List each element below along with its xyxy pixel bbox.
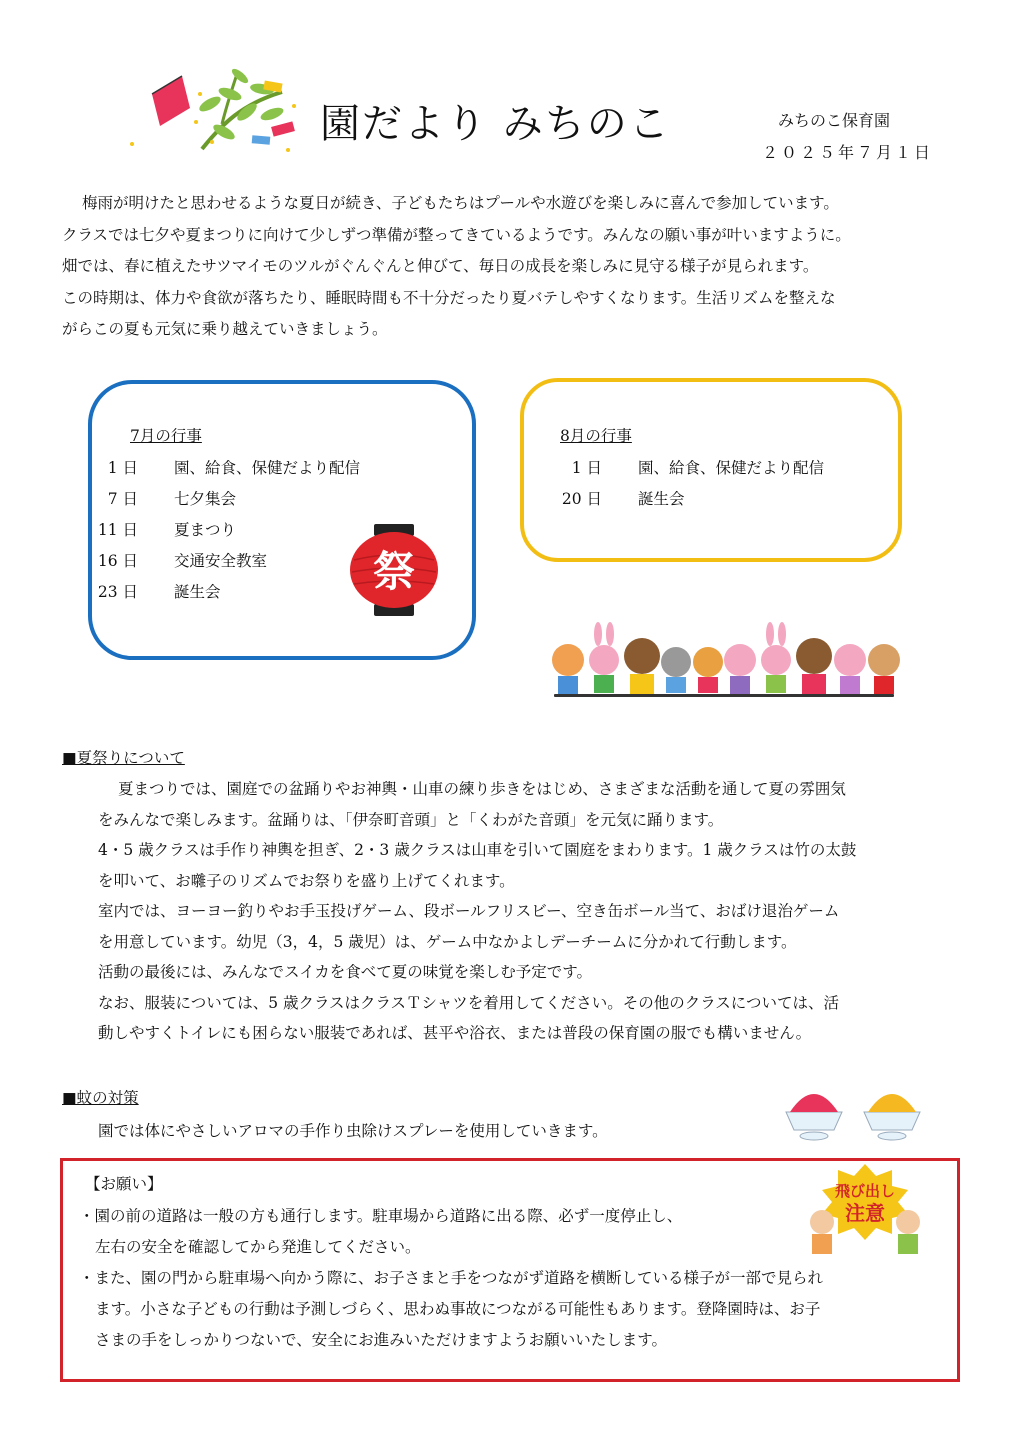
- sign-text-line2: 注意: [845, 1201, 885, 1225]
- shaved-ice-illustration: [776, 1072, 932, 1144]
- intro-line: 畑では、春に植えたサツマイモのツルがぐんぐんと伸びて、毎日の成長を楽しみに見守る様子が見られます。: [62, 257, 819, 275]
- event-name: 誕生会: [638, 490, 685, 508]
- body-line: なお、服装については、5 歳クラスはクラスＴシャツを着用してください。その他のクラスについては、活: [98, 993, 839, 1012]
- run-out-warning-illustration: [800, 1160, 930, 1258]
- lantern-icon: [346, 520, 442, 620]
- event-name: 園、給食、保健だより配信: [638, 459, 825, 477]
- body-line: 4・5 歳クラスは手作り神輿を担ぎ、2・3 歳クラスは山車を引いて園庭をまわります。1 歳クラスは竹の太鼓: [98, 841, 857, 859]
- notice-line: ・園の前の道路は一般の方も通行します。駐車場から道路に出る際、必ず一度停止し、: [79, 1207, 683, 1225]
- event-day: 1 日: [107, 459, 138, 477]
- notice-line: ます。小さな子どもの行動は予測しづらく、思わぬ事故につながる可能性もあります。登降園時は、お子: [95, 1300, 821, 1318]
- event-day: 1 日: [571, 459, 602, 477]
- event-row: [92, 487, 236, 509]
- event-row: [92, 549, 267, 571]
- intro-line: クラスでは七夕や夏まつりに向けて少しずつ準備が整ってきているようです。みんなの願い事が叶いますように。: [62, 225, 851, 244]
- summer-festival-heading: ■夏祭りについて: [62, 749, 185, 767]
- body-line: 夏まつりでは、園庭での盆踊りやお神輿・山車の練り歩きをはじめ、さまざまな活動を通して夏の雰囲気: [118, 780, 846, 798]
- notice-title: 【お願い】: [85, 1175, 163, 1193]
- summer-festival-body: [98, 774, 978, 1049]
- event-row: [524, 487, 685, 509]
- body-line: 動しやすくトイレにも困らない服装であれば、甚平や浴衣、または普段の保育園の服でも構いません。: [98, 1024, 812, 1042]
- notice-line: ・また、園の門から駐車場へ向かう際に、お子さまと手をつながず道路を横断している様子が一部で見られ: [79, 1269, 824, 1287]
- mosquito-text: 園では体にやさしいアロマの手作り虫除けスプレーを使用していきます。: [98, 1122, 608, 1140]
- issue-date: ２０２５年７月１日: [762, 143, 934, 162]
- body-line: 活動の最後には、みんなでスイカを食べて夏の味覚を楽しむ予定です。: [98, 963, 592, 981]
- event-name: 交通安全教室: [174, 552, 268, 570]
- intro-line: 梅雨が明けたと思わせるような夏日が続き、子どもたちはプールや水遊びを楽しみに喜んで参加しています。: [82, 194, 839, 212]
- event-name: 園、給食、保健だより配信: [174, 459, 361, 477]
- event-name: 七夕集会: [174, 490, 237, 508]
- july-events-title: 7月の行事: [130, 427, 202, 445]
- event-row: [92, 518, 236, 540]
- event-day: 23 日: [97, 583, 138, 601]
- organization-name: みちのこ保育園: [778, 111, 891, 130]
- page-title: 園だより みちのこ: [320, 101, 671, 147]
- intro-line: がらこの夏も元気に乗り越えていきましょう。: [62, 320, 388, 338]
- event-day: 11 日: [97, 521, 138, 539]
- event-row: [92, 456, 360, 478]
- notice-line: さまの手をしっかりつないで、安全にお進みいただけますようお願いいたします。: [95, 1331, 667, 1349]
- event-day: 16 日: [97, 552, 138, 570]
- event-name: 誕生会: [174, 583, 221, 601]
- event-day: 20 日: [561, 490, 602, 508]
- sign-text-line1: 飛び出し: [834, 1182, 896, 1200]
- tanzaku-red-icon: [152, 76, 190, 126]
- body-line: をみんなで楽しみます。盆踊りは、「伊奈町音頭」と「くわがた音頭」を元気に踊ります。: [98, 810, 724, 829]
- august-events-box: [520, 378, 902, 562]
- intro-line: この時期は、体力や食欲が落ちたり、睡眠時間も不十分だったり夏バテしやすくなります。生活リズムを整えな: [62, 288, 836, 307]
- event-row: [92, 580, 221, 602]
- event-row: [524, 456, 824, 478]
- event-name: 夏まつり: [174, 521, 237, 539]
- mosquito-heading: ■蚊の対策: [62, 1089, 139, 1107]
- august-events-title: 8月の行事: [560, 427, 632, 445]
- body-line: を叩いて、お囃子のリズムでお祭りを盛り上げてくれます。: [98, 871, 515, 890]
- lantern-text: 祭: [372, 547, 416, 596]
- tanabata-illustration: [112, 64, 312, 164]
- event-day: 7 日: [107, 490, 138, 508]
- body-line: 室内では、ヨーヨー釣りやお手玉投げゲーム、段ボールフリスビー、空き缶ボール当て、おばけ退治ゲーム: [98, 902, 840, 920]
- intro-paragraph: [62, 188, 982, 346]
- notice-line: 左右の安全を確認してから発進してください。: [95, 1238, 421, 1256]
- body-line: を用意しています。幼児（3，4，5 歳児）は、ゲーム中なかよしデーチームに分かれて行動します。: [98, 932, 797, 951]
- animals-holding-hands-illustration: [548, 620, 904, 712]
